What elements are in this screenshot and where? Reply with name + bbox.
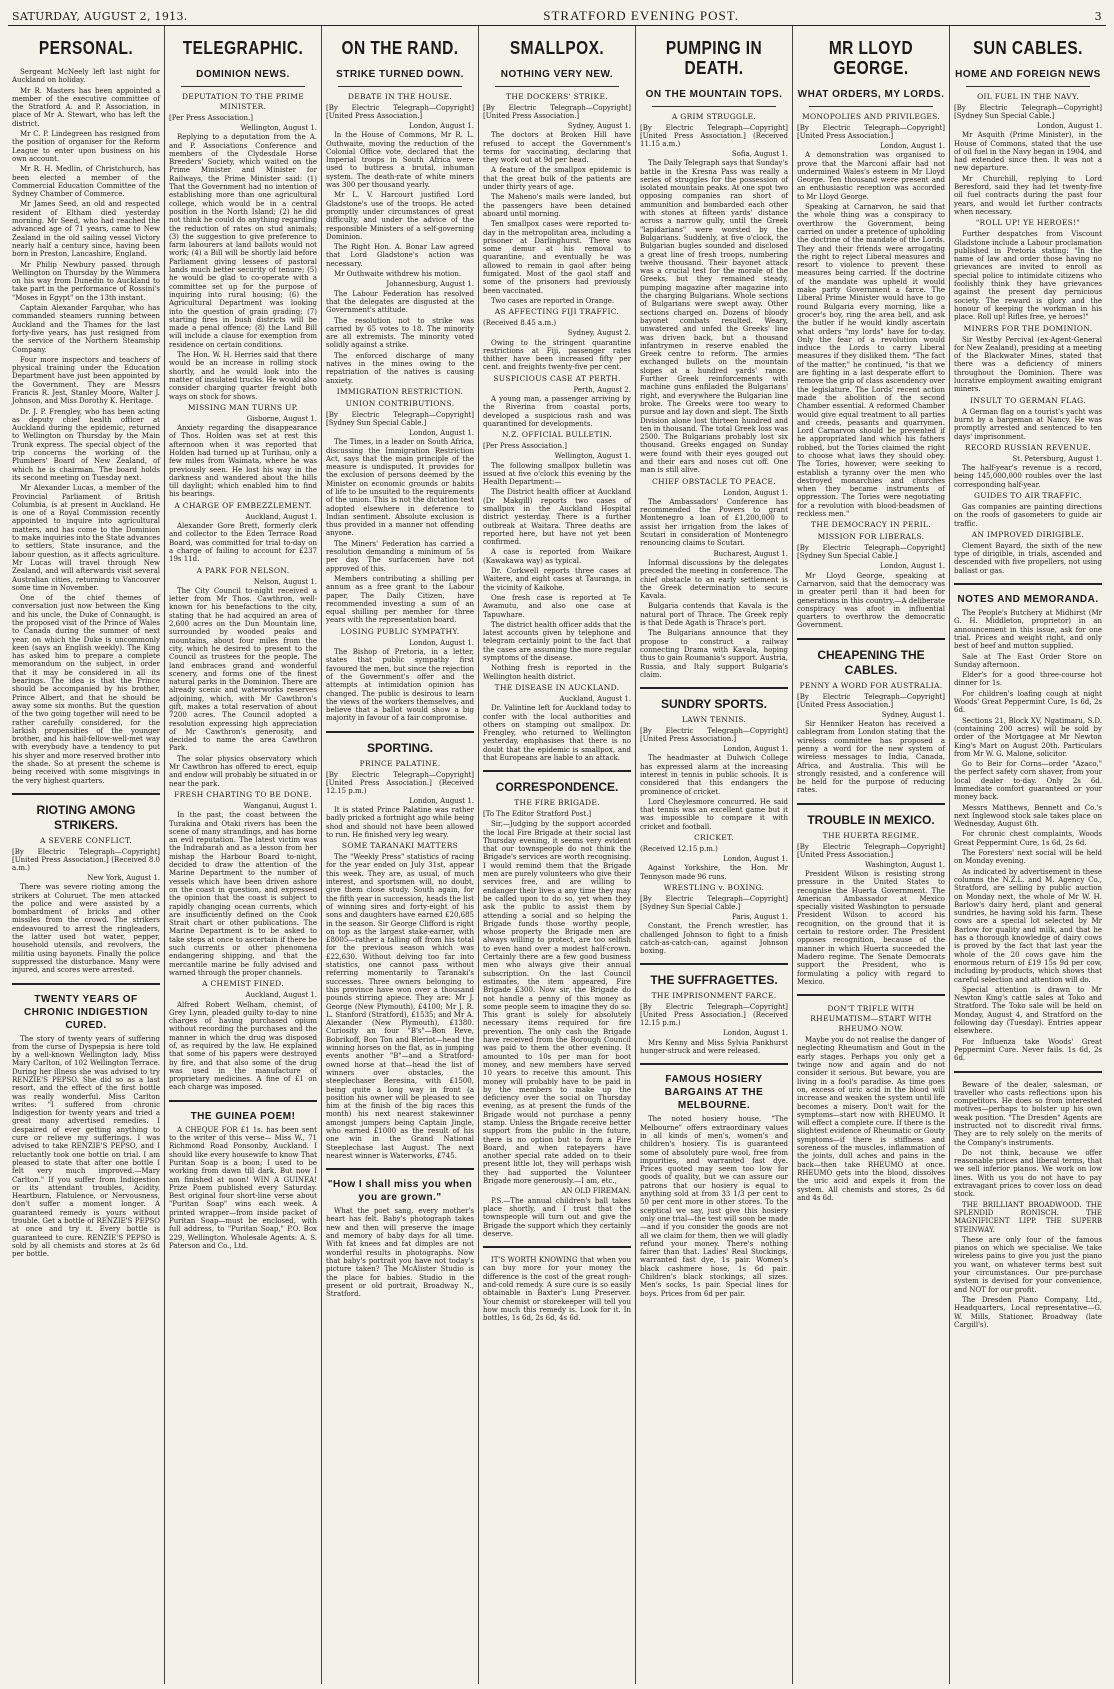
paragraph: The Miners' Federation has carried a resolution demanding a minimum of 5s per day. The surfacemen have not approved of this. (326, 539, 474, 573)
dateline: Wellington, August 1. (554, 452, 631, 461)
advert-headline: THE GUINEA POEM! (190, 1110, 296, 1122)
paragraph: The district health officer adds that the latest accounts given by telephone and telegram certainly point to the fact that the cases are assuming the more regular symptoms of the disease. (483, 620, 631, 663)
article-subheadline: A CHARGE OF EMBEZZLEMENT. (174, 500, 312, 510)
paragraph: Sir,—Judging by the support accorded the local Fire Brigade at their social last Thursday evening, it seems very evident that our townspeople do not think the Brigade's services are worth recognising. I would remind them that the Brigade men are purely volunteers who give their services free, and are willing to endanger their lives a any time they may be called upon to do so, yet when they ask the public to assist them by attending a social and so helping the Brigade funds those worthy people, whose property the Brigade men are always willing to protect, are too selfish to even hand over a modest half-crown. Certainly there are a few good business men who always give their annual subscription. On the last Council estimates, the item appeared, Fire Brigade £300. Now sir, the Brigade do not handle a penny of this money as some people seem to imagine they do so. This grant is solely for absolutely necessary items required for fire prevention. The only cash the Brigade have received from the Borough Council was paid to them the other evening. It amounted to 10s per man for boot money, and new members have served 10 years to receive this amount. This money will probably have to be paid in by the members to make up the deficiency over the social on Thursday evening, as at present the funds of the Brigade would not purchase a penny stamp. Unless the Brigade receive better support from the public in the future, there is no option but to form a Fire Board, and when ratepayers have another special rate added on to their present little lot, they will perhaps wish they had supported the Volunteer Brigade more generously.—I am, etc., (483, 820, 631, 1186)
paragraph: P.S.—The annual children's ball takes place shortly, and I trust that the townspeople will turn out and give the Brigade the support which they certainly deserve. (483, 1196, 631, 1238)
divider (326, 731, 474, 733)
divider (169, 1100, 317, 1102)
column-personal (8, 26, 164, 1684)
advert-text: Maybe you do not realise the danger of neglecting Rheumatism and Gout in the early stages. Perhaps you only get a twinge now and again and do not consider it serious. But beware, you are living in a fool's paradise. As time goes on, excess of uric acid in the blood will increase and weaken the system until life becomes a misery. Don't wait for the symptoms—start now with RHEUMO. It will effect a complete cure. If there is the slightest evidence of Rheumatic or Gouty symptoms—if there is stiffness and soreness of the muscles, inflammation of the joints, dull aches and pains in the back—then take RHEUMO at once. RHEUMO gets into the blood, dissolves the uric acid and expels it from the system. All chemists and stores, 2s 6d and 4s 6d. (797, 1036, 945, 1202)
column-pumping-in-death (635, 26, 792, 1684)
letter-signature: AN OLD FIREMAN. (561, 1187, 631, 1196)
paragraph: It is stated Prince Palatine was rather badly pricked a fortnight ago while being shod and should not have been allowed to run. He finished very leg weary. (326, 806, 474, 839)
paragraph: Ten smallpox cases were reported to-day in the metropolitan area, including a prisoner at Darlinghurst. There was some demur at his removal to quarantine, and eventually he was allowed to remain in gaol after being fumigated. Most of the gaol staff and some of the prisoners had previously been vaccinated. (483, 220, 631, 295)
article-subheadline: LAWN TENNIS. (681, 715, 747, 725)
dateline: Paris, August 1. (731, 912, 788, 921)
advert-text: Do not think, because we offer reasonable prices and liberal terms, that we sell inferior pianos. We work on low lines. With us you do not have to pay extravagant prices to cover loss on dead stock. (954, 1148, 1102, 1199)
credit-line: [By Electric Telegraph—Copyright] [Sydney Sun Special Cable.] (326, 410, 474, 427)
dateline: London, August 1. (723, 855, 788, 864)
paragraph: Special attention is drawn to Mr Newton King's cattle sales at Toko and Stratford. The Toko sale will be held on Monday, August 4, and Stratford on the following day (Tuesday). Entries appear elsewhere. (954, 985, 1102, 1036)
article-subheadline: CRICKET. (694, 833, 734, 843)
credit-line: [By Electric Telegraph—Copyright] [United Press Association.] (797, 842, 945, 859)
paragraph: The half-year's revenue is a record, being 145,000,000 roubles over the last corresponding half-year. (954, 464, 1102, 489)
paragraph: Sir Henniker Heaton has received a cablegram from London stating that the wireless committee has proposed a penny a word for the new system of wireless messages to India, Canada, Africa, and Australia. This will be strongly resisted, and a conference will be held for the purpose of reducing rates. (797, 720, 945, 795)
dateline: Wanganui, August 1. (243, 801, 317, 810)
article-subheadline: AN IMPROVED DIRIGIBLE. (971, 529, 1085, 539)
dateline: London, August 1. (723, 1029, 788, 1038)
paragraph: Dr. J. P. Frengley, who has been acting as deputy chief health officer at Auckland during the epidemic, returned to Wellington on Thursday by the Main Trunk express. The special object of the trip concerns the working of the Plumbers' Board of New Zealand, of which he is chairman. The board holds its second meeting on Tuesday next. (12, 407, 160, 482)
article-subheadline: MISSING MAN TURNS UP. (187, 402, 299, 412)
column-sun-cables (949, 26, 1106, 1684)
page-number: 3 (1094, 10, 1102, 23)
column-telegraphic (164, 26, 321, 1684)
article-subheadline: DEPUTATION TO THE PRIME MINISTER. (181, 92, 305, 111)
credit-line: [By Electric Telegraph—Copyright] [United Press Association.] (640, 727, 788, 744)
credit-line: [By Electric Telegraph—Copyright] [United Press Association.] (797, 124, 945, 140)
article-headline: THE SUFFRAGETTES. (650, 973, 778, 988)
paragraph: Dr. Valintine left for Auckland today to confer with the local authorities and others on stamping out smallpox. Dr. Frengley, who returned to Wellington yesterday, emphasises that there is no doubt that the epidemic is smallpox, and that Europeans are liable to an attack. (483, 704, 631, 762)
paragraph: The Right Hon. A. Bonar Law agreed that Lord Gladstone's action was necessary. (326, 243, 474, 268)
article-subheadline: PENNY A WORD FOR AUSTRALIA. (799, 680, 943, 690)
dateline: Perth, August 2. (573, 385, 631, 394)
article-subheadline: "ROLL UP! YE HEROES!" (975, 218, 1081, 228)
divider (483, 1246, 631, 1248)
paper-title: STRATFORD EVENING POST. (543, 8, 739, 23)
article-subheadline: IMMIGRATION RESTRICTION. (336, 386, 464, 396)
article-subheadline: SOME TARANAKI MATTERS (341, 841, 459, 851)
paragraph: Messrs Matthews, Bennett and Co.'s next Inglewood stock sale takes place on Wednesday, August 6th. (954, 803, 1102, 829)
divider (326, 1168, 474, 1170)
paragraph: Four more inspectors and teachers of physical training under the Education Department have just been appointed by the Government. They are Messrs Francis R. Jest, Stanley Moore, Walter J. Johnson, and Miss Dorothy K. Heritage. (12, 355, 160, 406)
article-subheadline: THE HUERTA REGIME. (822, 830, 920, 840)
article-subheadline: THE IMPRISONMENT FARCE. (651, 991, 777, 1001)
dateline: Bucharest, August 1. (713, 549, 788, 558)
article-subheadline: THE FIRE BRIGADE. (514, 798, 600, 808)
paragraph: Speaking at Carnarvon, he said that the whole thing was a conspiracy to overthrow the Government, being carried on under a pretence of upholding the doctrine of the mandate of the Lords. They and their friends were arrogating the right to reject Liberal measures and resort to violence to prevent these measures being carried. If the doctrine of the mandate was upheld it would make party Government a farce. The Liberal Prime Minister would have to go round Bulgaria every morning, like a grocer's boy, ring the area bell, and ask the butler if he would kindly ascertain what orders "my lords" have for to-day. Only the fear of a revolution would induce the Lords to carry Liberal measures if they disliked them. "The fact of the matter," he continued, "is that we are fighting in a last desperate effort to remove the grip of class ascendency over the legislature. The Lords' recent action made the abolition of the second Chamber essential. A reformed Chamber would give equal treatment to all parties and creeds, peasants and quarrymen. Lord Carnarvon should be prevented if he appropriated land which his fathers robbed, but the Tories claimed the right to choose what laws they should obey. The Tories, however, were seeking to establish a tyranny over the men who destroyed monarchies and churches when they became instruments of oppression. The Tories were negotiating for a revolution with blood-beadsmen of reckless men." (797, 203, 945, 519)
paragraph: The doctors at Broken Hill have refused to accept the Government's terms for vaccinating, declaring that they work out at 9d per head. (483, 131, 631, 165)
advert-text: The story of twenty years of suffering from the curse of Dyspepsia is here told by a well-known Wellington lady, Miss Mary Carlton, of 102 Wellington Terrace. During her illness she was advised to try RENZIE'S PEPSO. She did so as a last resort, and the effect of the first bottle was really wonderful. Miss Carlton writes: "I suffered from chronic Indigestion for twenty years and tried a great many advertised remedies. I despaired of ever getting anything to cure or relieve my sufferings. I was advised to take RENZIE'S PEPSO, and I reluctantly took one bottle on trial. I am pleased to state that after one bottle I felt very much improved.—Mary Carlton." If you suffer from Indigestion or its attendant troubles, Acidity, Heartburn, Flatulence, or Nervousness, don't suffer a moment longer. A guaranteed remedy is yours without trouble. Get a bottle of RENZIE'S PEPSO at once and try it. Every bottle is guaranteed to cure. RENZIE'S PEPSO is sold by all chemists and stores at 2s 6d per bottle. (12, 1034, 160, 1259)
paragraph: Mr Alexander Lucas, a member of the Provincial Parliament of British Columbia, is at present in Auckland. He is one of a Royal Commission recently appointed to inquire into agricultural matters, and has come to the Dominion to make inquiries into the State advances to settlers, State insurance, and the labour question, as it affects agriculture. Mr Lucas will travel through New Zealand, and will afterwards visit several Australian cities, returning to Vancouver some time in November. (12, 484, 160, 592)
paragraph: Constant, the French wrestler, has challenged Johnson to fight to a finish catch-as-catch-can, against Johnson boxing. (640, 922, 788, 956)
paragraph: In the past, the coast between the Turakina and Otaki rivers has been the scene of many strandings, and has borne an evil reputation. The latest victim was the Indrabarah and as a lesson from her mishap the Harbour Board to-night, decided to draw the attention of the Marine Department to the number of vessels which have been driven ashore on the coast in question, and expressed the opinion that the coast is subject to rapidly changing ocean currents, which are insufficiently defined on the Cook Strait chart or other publications. The Marine Department is to be asked to take steps at once to ascertain if there be such currents or other phenomena endangering shipping, and that the mercantile marine be fully advised and warned through the proper channels. (169, 811, 317, 977)
paragraph: Sir Westby Percival (ex-Agent-General for New Zealand), presiding at a meeting of the Blackwater Mines, stated that there was a deficiency of miners throughout the Dominion. There was lucrative employment awaiting emigrant miners. (954, 335, 1102, 394)
credit-line: (Received 8.45 a.m.) (483, 319, 557, 328)
article-subheadline: A GRIM STRUGGLE. (671, 112, 757, 121)
article-subheadline: DEBATE IN THE HOUSE. (347, 92, 453, 101)
paragraph: Nothing fresh is reported in the Wellington health district. (483, 664, 631, 681)
article-subheadline: CHIEF OBSTACLE TO PEACE. (652, 476, 776, 486)
paragraph: Sergeant McNeely left last night for Auckland on holiday. (12, 68, 160, 85)
paragraph: Mr R. H. Medlin, of Christchurch, has been elected a member of the Commercial Education Committee of the Sydney Chamber of Commerce. (12, 165, 160, 199)
divider (966, 86, 1090, 87)
dateline: Sydney, August 2. (567, 329, 631, 338)
dateline: London, August 1. (880, 142, 945, 150)
dateline: London, August 1. (409, 796, 474, 805)
article-subheadline: SUSPICIOUS CASE AT PERTH. (493, 373, 621, 383)
divider (954, 1071, 1102, 1073)
advert-headline: DON'T TRIFLE WITH RHEUMATISM—START WITH RHEUMO NOW. (810, 1004, 932, 1034)
article-subheadline: A SEVERE CONFLICT. (40, 835, 132, 845)
dateline: Washington, August 1. (865, 860, 945, 869)
advert-text: THE BRILLIANT BROADWOOD. THE SPLENDID RONISCH. THE MAGNIFICENT LIPP. THE SUPERB STEINWAY. (954, 1200, 1102, 1234)
article-subheadline: A CHEMIST FINED. (202, 979, 284, 989)
column-heading: PERSONAL. (38, 38, 134, 58)
article-headline: TROUBLE IN MEXICO. (807, 812, 935, 827)
article-subheadline: OIL FUEL IN THE NAVY. (977, 92, 1079, 101)
paragraph: In the House of Commons, Mr R. L. Outhwaite, moving the reduction of the Colonial Office vote, declared that the Imperial troops in South Africa were used to buttress a brutal, inhuman system. The death-rate of white miners was 300 per thousand yearly. (326, 131, 474, 190)
credit-line: [Per Press Association.] (169, 114, 253, 122)
paragraph: Replying to a deputation from the A. and P. Associations Conference and members of the Clydesdale Horse Breeders' Society, which waited on the Prime Minister and Minister for Railways, the Prime Minister said: (1) That the Government had no intention of establishing more than one agricultural college, which would be in a central position in the North Island; (2) he did not think he could do anything regarding the reduction of rates on stud animals; (3) the suggestion to give preference to farm labourers at land ballots would not work; (4) a Bill will be shortly laid before Parliament giving lessees of pastoral lands much better security of tenure; (5) he would be glad to co-operate with a committee set up for the purpose of inquiring into rural housing; (6) the Agricultural Department was looking into the question of grain grading; (7) starting fires in bush districts will be made a penal offence; (8) the Land Bill will include a clause for exemption from residence on certain conditions. (169, 133, 317, 349)
dateline: London, August 1. (409, 428, 474, 437)
column-smallpox (478, 26, 635, 1684)
article-subheadline: MINERS FOR THE DOMINION. (963, 323, 1093, 333)
column-heading: SUN CABLES. (973, 38, 1083, 58)
dateline: St. Petersburg, August 1. (1012, 454, 1102, 463)
paragraph: Mr L. V. Harcourt justified Lord Gladstone's use of the troops. He acted promptly under circumstances of great difficulty, and under the advice of the responsible Ministers of a self-governing Dominion. (326, 191, 474, 241)
paragraph: Members contributing a shilling per annum as a free grant to the Labour paper, The Daily Citizen, have recommended investing a sum of an equal shilling per member for three years with the representation board. (326, 574, 474, 625)
dateline: Auckland, August 1. (245, 512, 317, 521)
paragraph: Bulgaria contends that Kavala is the natural port of Thrace. The Greek reply is that Dede Agath is Thrace's port. (640, 602, 788, 628)
credit-line: [By Electric Telegraph—Copyright] [Sydney Sun Special Cable.] (954, 104, 1102, 120)
paragraph: There was severe rioting among the strikers at Coluruet. The men attacked the police and were assisted by a bombardment of bricks and other missiles from the crowd. The strikers endeavoured to arrest the ringleaders, the latter used hot water, pepper, household utensils, and revolvers, the militia using bayonets. Finally the police suppressed the disturbance. Many were injured, and scores were arrested. (12, 883, 160, 975)
column-lloyd-george (792, 26, 949, 1684)
article-subheadline: UNION CONTRIBUTIONS. (345, 398, 455, 408)
masthead (8, 6, 1106, 26)
paragraph: Mr James Seed, an old and respected resident of Eltham died yesterday morning. Mr Seed, who had reached the advanced age of 71 years, came to New Zealand in the old sailing vessel Victory nearly half a century since, having been born in Preston, Lancashire, England. (12, 200, 160, 259)
credit-line: [Per Press Association.] (483, 442, 567, 451)
paragraph: Further despatches from Viscount Gladstone include a Labour proclamation published in Pretoria stating: "In the name of law and order those having no grievances are invited to enroll as special police to intimidate citizens who foolishly think they have grievances against the present day pernicious society. The reward is glory and the honour of keeping the workman in his place. Roll up! Rifles free, ye heroes!" (954, 230, 1102, 322)
paragraph: The resolution not to strike was carried by 65 votes to 18. The minority are all extremists. The minority voted solidly against a strike. (326, 316, 474, 350)
paragraph: Owing to the stringent quarantine restrictions at Fiji, passenger rates thither have been increased fifty per cent. and freights twenty-five per cent. (483, 338, 631, 372)
paragraph: Mr Churchill, replying to Lord Beresford, said they had let twenty-five oil fuel contracts during the past four years, and would let further contracts when necessary. (954, 174, 1102, 216)
article-subheadline: RECORD RUSSIAN REVENUE. (964, 442, 1092, 452)
paragraph: President Wilson is resisting strong pressure in the United States to recognise the Huerta Government. The American Ambassador at Mexico specially visited Washington to persuade President Wilson to accord his recognition, on the ground that it is certain to restore order. The President opposes recognition, because of the manner in which Huerta succeeded the Madero regime. The Senate Democrats support the President, who is formulating a policy with regard to Mexico. (797, 870, 945, 986)
article-headline: SUNDRY SPORTS. (660, 697, 768, 712)
divider (12, 983, 160, 985)
article-subheadline: PRINCE PALATINE. (359, 758, 441, 768)
paragraph: For chronic chest complaints, Woods Great Peppermint Cure, 1s 6d, 2s 6d. (954, 830, 1102, 847)
paragraph: Alexander Gore Brett, formerly clerk and collector to the Eden Terrace Road Board, was committed for trial to-day on a charge of failing to account for £237 19s 11d. (169, 522, 317, 564)
article-subheadline: INSULT TO GERMAN FLAG. (970, 395, 1086, 405)
paragraph: The Hon. W. H. Herries said that there would be an increase in rolling stock shortly, and he would look into the matter of insulated trucks. He would also consider charging quarter freight both ways on stock for shows. (169, 351, 317, 401)
article-headline: HOME AND FOREIGN NEWS (955, 69, 1101, 80)
article-subheadline: THE DEMOCRACY IN PERIL. (811, 520, 931, 530)
article-headline: STRIKE TURNED DOWN. (336, 69, 464, 80)
paragraph: The Labour Federation has resolved that the delegates are disgusted at the Government's attitude. (326, 289, 474, 315)
dateline: Wellington, August 1. (240, 124, 317, 132)
article-subheadline: FRESH CHARTING TO BE DONE. (174, 789, 312, 799)
paragraph: The District health officer at Auckland (Dr Makgill) reports two cases of smallpox in the Auckland Hospital district yesterday. There is a further outbreak at Waitara. Three deaths are reported here, but have not yet been confirmed. (483, 488, 631, 547)
column-on-the-rand (321, 26, 478, 1684)
paragraph: For Influenza take Woods' Great Peppermint Cure. Never fails. 1s 6d, 2s 6d. (954, 1037, 1102, 1063)
paragraph: Alfred Robert Welham, chemist, of Grey Lynn, pleaded guilty to-day to nine charges of having purchased opium without recording the purchases and the manner in which the drug was disposed of, as required by the law. He explained that some of his papers were destroyed by fire, and that also some of the drug was used in the manufacture of proprietary medicines. A fine of £1 on each charge was imposed. (169, 1000, 317, 1092)
paragraph: The headmaster at Dulwich College has expressed alarm at the increasing interest in tennis in public schools. It is considered that this endangers the prominence of cricket. (640, 754, 788, 796)
article-subheadline: LOSING PUBLIC SYMPATHY. (340, 626, 460, 636)
divider (640, 687, 788, 689)
paragraph: A demonstration was organised to prove that the Marconi affair had not undermined Wales's esteem in Mr Lloyd George. Ten thousand were present and an enthusiastic reception was accorded to Mr Lloyd George. (797, 151, 945, 201)
credit-line: [By Electric Telegraph—Copyright] [United Press Association.] (326, 104, 474, 120)
paragraph: The Daily Telegraph says that Sunday's battle in the Kresna Pass was really a series of struggles for the possession of isolated mountain peaks. At one spot two opposing companies ran short of ammunition and bombarded each other with stones at fifteen yards' distance across a narrow gully, until the Greek "lapidarians" were worsted by the Bulgarians. Suddenly, at five o'clock, the Bulgarian bugles sounded and disclosed a great line of fresh troops, numbering twelve thousand. Their bayonet attack was a crucial test for the morale of the Greeks, but they remained steady, pumping magazine after magazine into the charging Bulgarians. Whole sections of Bulgarians were swept away. Other sections charged on. Dozens of bloody bayonet combats resulted. Weary, unwatered and unfed the Greeks' line was driven back, but a thousand infantrymen in reserve enabled the Greek centre to reform. The armies exchanged bullets on the mountain slopes at a hundred yards' range. Further Greek reinforcements with machine guns enfiladed the Bulgarians' right, and everywhere the Bulgarian line broke. The Greeks were too weary to pursue and lay down and slept. The Sixth Division alone lost thirteen hundred and ten in thousand. The total Greek loss was 2500. The Bulgarians probably lost six thousand. Greeks engaged on Sunday were found with their eyes gouged out and their ears and noses cut off. One man is still alive. (640, 159, 788, 475)
article-subheadline: MISSION FOR LIBERALS. (817, 532, 925, 542)
paragraph: The Bishop of Pretoria, in a letter, states that public sympathy first favoured the men, but since the rejection of the Government's offer and the attempts at intimidation opinion has changed. The public is desirous to learn the views of the workers themselves, and believe that a ballot would show a big majority in favour of a fair compromise. (326, 648, 474, 723)
divider (652, 106, 776, 107)
article-subheadline: N.Z. OFFICIAL BULLETIN. (502, 430, 612, 440)
paragraph: Captain Alexander Farquhar, who has commanded steamers running between Auckland and the Thames for the last forty-five years, has just resigned from the service of the Northern Steamship Company. (12, 304, 160, 354)
divider (809, 106, 933, 107)
paragraph: Anxiety regarding the disappearance of Thos. Holden was set at rest this afternoon when it was reported that Holden had turned up at Turihau, only a few miles from Waimata, where he was previously seen. He lost his way in the darkness and wandered about the hills till daylight; which enabled him to find his bearings. (169, 424, 317, 499)
divider (181, 86, 305, 87)
dateline: Johannesburg, August 1. (386, 280, 474, 289)
credit-line: [To The Editor Stratford Post.] (483, 810, 592, 819)
advert-headline: TWENTY YEARS OF CHRONIC INDIGESTION CURED. (24, 993, 148, 1031)
paragraph: Mr Asquith (Prime Minister), in the House of Commons, stated that the use of oil fuel in the Navy began in 1904, and had extended since then. It was not a new departure. (954, 131, 1102, 173)
column-heading: MR LLOYD GEORGE. (828, 38, 914, 78)
article-subheadline: WRESTLING v. BOXING. (663, 882, 765, 892)
credit-line: [By Electric Telegraph—Copyright] [United Press Association.] (Received 12.15 p.m.) (326, 770, 474, 795)
divider (483, 770, 631, 772)
paragraph: The enforced discharge of many natives in the mines owing to the repatriation of the natives is causing anxiety. (326, 351, 474, 385)
paragraph: A feature of the smallpox epidemic is that the great bulk of the patients are under thirty years of age. (483, 166, 631, 192)
dateline: London, August 1. (880, 562, 945, 571)
divider (640, 1063, 788, 1065)
divider (797, 803, 945, 805)
column-heading: PUMPING IN DEATH. (665, 38, 763, 78)
paragraph: Sale at The East Order Store on Sunday afternoon. (954, 652, 1102, 669)
paragraph: The Times, in a leader on South Africa, discussing the Immigration Restriction Act, says that the main principle of the measure is undisputed. It provides for the exclusion of persons deemed by the Minister on economic grounds or habits of life to be unsuited to the requirements of the union. This is not the dictation test adopted elsewhere in deference to Indian sentiment. Absolute exclusion is thus provided in a manner not offending anyone. (326, 438, 474, 538)
paragraph: Go to Beir for Corns—order "Azaco," the perfect safety corn shaver, from your local dealer to-day. Only 2s 6d. Immediate comfort guaranteed or your money back. (954, 760, 1102, 802)
advert-text: A CHEQUE FOR £1 1s. has been sent to the writer of this verse— Miss W., 71 Richmond Road Ponsonby, Auckland. I should like every housewife to know That Puritan Soap is a boon; I used to be working from dawn till dark, But now I am finished at noon! WIN A GUINEA! Prize Poem published every Saturday. Best original four short-line verse about "Puritan Soap" wins each week. A printed wrapper—from inside packet of Puritan Soap—must be enclosed, with full address, to "Puritan Soap," P.O. Box 229, Wellington. Wholesale Agents: A. S. Paterson and Co., Ltd. (169, 1125, 317, 1250)
divider (640, 963, 788, 965)
paragraph: Gas companies are painting directions on the roofs of gasometers to guide air traffic. (954, 502, 1102, 528)
paragraph: Mr Outhwaite withdrew his motion. (334, 270, 462, 279)
dateline: Auckland, August 1. (559, 694, 631, 703)
paragraph: The Foresters' next social will be held on Monday evening. (954, 849, 1102, 866)
paragraph: A young man, a passenger arriving by the Riverina from coastal ports, developed a suspicious rash and was quarantined for developments. (483, 395, 631, 428)
divider (495, 86, 619, 87)
dateline: London, August 1. (409, 122, 474, 130)
paragraph: The solar physics observatory which Mr Cawthron has offered to erect, equip and endow will probably be situated in or near the park. (169, 754, 317, 788)
advert-text: The noted hosiery house, "The Melbourne" offers extraordinary values in all kinds of men's, women's and children's hosiery. Tis is guaranteed some of absolutely pure wool, free from impurities, and warranted fast dye. Prices quoted may seem too low for goods of quality, but we can assure our patrons that our hosiery is equal to anything sold at from 33 1/3 per cent to 50 per cent more in other stores. To the sceptical we say, just give this hosiery only one trial—the test will soon be made—and if you consider the goods are not all we claim for them, then we will gladly refund your money. There's nothing fairer than that. Ladies' Real Stockings, warranted fast dye, 1s pair. Women's black cashmere hose, 1s 6d pair. Children's black stockings, all sizes. Men's socks, 1s pair. Special lines for boys. Prices from 6d per pair. (640, 1115, 788, 1298)
article-subheadline: GUIDES TO AIR TRAFFIC. (973, 490, 1083, 500)
article-headline: NOTHING VERY NEW. (500, 69, 614, 80)
article-headline: SPORTING. (366, 740, 433, 755)
credit-line: [By Electric Telegraph—Copyright] [United Press Association.] (Received 8.0 a.m.) (12, 847, 160, 872)
paragraph: The People's Butchery at Midhirst (Mr G. H. Middleton, proprietor) in an announcement in this issue, ask for one trial. Prices and weight right, and only best of beef and mutton supplied. (954, 609, 1102, 651)
paragraph: As indicated by advertisement in these columns the N.Z.L. and M. Agency Co., Stratford, are selling by public auction on Monday next, the whole of Mr W. H. Barlow's dairy herd, plant and general sundries, he having sold his farm. These cows are a special lot selected by Mr Barlow for quality and milk, and that he has a thorough knowledge of dairy cows is proved by the fact that last year the whole of the 20 cows gave him the enormous return of £19 15s 9d per cow, including by-products, which shows that careful selection and attention will do. (954, 867, 1102, 984)
paragraph: Clement Bayard, the sixth of the new type of dirigible, in trials, ascended and descended with five propellers, not using ballast or gas. (954, 541, 1102, 575)
dateline: London, August 1. (1037, 122, 1102, 130)
divider (338, 86, 462, 87)
dateline: London, August 1. (409, 638, 474, 647)
article-headline: WHAT ORDERS, MY LORDS. (797, 89, 945, 100)
divider (954, 583, 1102, 585)
advert-text: These are only four of the famous pianos on which we specialise. We take wireless pains to give you just the piano you want, on whatever terms best suit your circumstances. Our pre-purchase system is devised for your convenience, and NOT for our profit. (954, 1235, 1102, 1294)
dateline: Auckland, August 1. (245, 991, 317, 1000)
paragraph: One of the chief themes of conversation just now between the King and his uncle, the Duke of Connaught, is the proposed visit of the Prince of Wales to Canada during the summer of next year, on which the Duke is uncommonly keen (says an English weekly). The King has asked him to prepare a complete memorandum on the subject, in order that it may be considered in all its bearings. The idea is that the Prince should be accompanied by his brother, Prince Albert, and that he should be away some six months. But the question of the two going together will need to be rather carefully considered, for the larkish propensities of the younger brother, and his hail-fellow-well-met way with everybody have a tendency to put his shyer and more reserved brother into the shade. So at present the scheme is being received with some misgivings in the very highest quarters. (12, 594, 160, 785)
credit-line: [By Electric Telegraph—Copyright] [United Press Association.] (797, 692, 945, 709)
article-headline: NOTES AND MEMORANDA. (957, 594, 1099, 606)
dateline: New York, August 1. (87, 873, 160, 882)
paragraph: Mr Philip Newbury passed through Wellington on Thursday by the Wimmera on his way from Dunedin to Auckland to take part in the performance of Rossini's "Moses in Egypt" on the 13th instant. (12, 260, 160, 302)
dateline: London, August 1. (723, 488, 788, 497)
dateline: Sofia, August 1. (731, 150, 788, 158)
divider (797, 994, 945, 996)
article-subheadline: A PARK FOR NELSON. (196, 565, 290, 575)
article-headline: RIOTING AMONG STRIKERS. (36, 802, 136, 832)
advert-text: IT'S WORTH KNOWING that when you can buy more for your money the difference is the cost of the great rough-and-cold remedy. A sure cure is so easily obtainable in Baxter's Lung Preserver. Your chemist or storekeeper will tell you how much this remedy is. Look for it. In bottles, 1s 6d, 2s 6d, 4s 6d. (483, 1256, 631, 1323)
credit-line: [By Electric Telegraph—Copyright] [United Press Association.] (Received 12.15 p.m.) (640, 1003, 788, 1028)
dateline: Sydney, August 1. (567, 122, 631, 130)
article-headline: ON THE MOUNTAIN TOPS. (645, 89, 783, 100)
article-subheadline: THE DOCKERS' STRIKE. (506, 92, 608, 101)
paragraph: Two cases are reported in Orange. (491, 296, 615, 305)
credit-line: [By Electric Telegraph—Copyright] [Sydney Sun Special Cable.] (640, 894, 788, 911)
paragraph: A German flag on a tourist's yacht was burnt by a bargeman at Nancy. He was promptly arrested and sentenced to ten days' imprisonment. (954, 407, 1102, 441)
divider (797, 638, 945, 640)
paragraph: Informal discussions by the delegates preceded the meeting in conference. The chief obstacle to an early settlement is the Greek determination to secure Kavala. (640, 558, 788, 601)
credit-line: [By Electric Telegraph—Copyright] [United Press Association.] (483, 104, 631, 120)
article-headline: CHEAPENING THE CABLES. (817, 647, 925, 677)
dateline: Sydney, August 1. (881, 710, 945, 719)
advert-text: The Dresden Piano Company, Ltd., Headquarters, Local representative—G. W. Mills, Stationer, Broadway (late Cargill's). (954, 1295, 1102, 1329)
credit-line: (Received 12.15 p.m.) (640, 845, 718, 854)
paragraph: Against Yorkshire, the Hon. Mr Tennyson made 96 runs. (640, 864, 788, 881)
column-heading: TELEGRAPHIC. (182, 38, 304, 58)
advert-text: What the poet sang, every mother's heart has felt. Baby's photograph takes new and then will preserve the image and memory of baby days for all time. With fat knees and fat dimples are not wonderful results in photographs. Now that baby's portrait you have not today's picture taken? The McAlister Studio is the place for babies. Studio in the present or old portrait, Broadway N., Stratford. (326, 1207, 474, 1299)
article-headline: CORRESPONDENCE. (495, 780, 619, 795)
dateline: Gisborne, August 1. (246, 414, 317, 423)
paragraph: A case is reported from Waikare (Kawakawa way) as typical. (483, 548, 631, 565)
paragraph: One fresh case is reported at Te Awamutu, and also one case at Tapuwhare. (483, 593, 631, 619)
paragraph: The following smallpox bulletin was issued at five o'clock this evening by the Health Department:— (483, 461, 631, 487)
paragraph: Mr Lloyd George, speaking at Carnarvon, said that the democracy was in greater peril than it had been for generations in this country.—A deliberate conspiracy was afoot in influential quarters to overthrow the democratic Government. (797, 571, 945, 630)
article-subheadline: THE DISEASE IN AUCKLAND. (494, 682, 620, 692)
article-subheadline: AS AFFECTING FIJI TRAFFIC. (494, 307, 620, 317)
paragraph: For children's loafing cough at night Woods' Great Peppermint Cure, 1s 6d, 2s 6d. (954, 689, 1102, 715)
paragraph: Mrs Kenny and Miss Sylvia Pankhurst hunger-struck and were released. (640, 1038, 788, 1056)
advert-headline: FAMOUS HOSIERY BARGAINS AT THE MELBOURNE. (664, 1074, 764, 1112)
paragraph: Dr. Corkwell reports three cases at Waitere, and eight cases at Tauranga, in the vicinity of Kaikohe. (483, 567, 631, 592)
columns (8, 26, 1106, 1684)
column-heading: ON THE RAND. (341, 38, 459, 58)
advert-headline: "How I shall miss you when you are grown." (327, 1179, 473, 1204)
column-heading: SMALLPOX. (509, 38, 605, 58)
dateline: London, August 1. (723, 745, 788, 754)
paragraph: The "Weekly Press" statistics of racing for the year ended on July 31st, appear this week. They are, as usual, of much interest, and sportsmen will, no doubt, give them close study. South again, for the fifth year in succession, heads the list of winning sires and forty-eight of his sons and daughters have earned £20,685 in the season. Sir George Clifford is right on top as the largest stake-earner, with £8005—rather a falling off from his total for the previous season which was £22,630. Without delving too far into statistics, one cannot pass without referring momentarily to Taranaki's successes. Three owners belonging to this province have won over a thousand pounds stirring apiece. They are: Mr J. George (New Plymouth), £4100; Mr J. R. L. Stanford (Stratford), £1535; and Mr A. Alexander (New Plymouth), £1380. Curiosity an four "B's"—Bon Reve, Bobrikoff, Bon Ton and Bleriot—head the winning horses on the flat, as in jumping events another "B"—and a Stratford-owned horse at that—head the list of winners over obstacles, the steeplechaser Beresina, with £1500, being quite a long way in front (a position his owner will be pleased to see him at the finish of the big races this month) his next nearest stakewinner amongst jumpers being Captain Jingle, who earned £1000 as the result of his one win in the Grand National Steeplechase last August. The next nearest winner is Waterworks, £745. (326, 853, 474, 1160)
paragraph: Mr R. Masters has been appointed a member of the executive committee of the Stratford A. and P. Association, in place of Mr A. Stewart, who has left the district. (12, 86, 160, 128)
article-subheadline: MONOPOLIES AND PRIVILEGES. (801, 112, 941, 121)
divider (12, 793, 160, 795)
paragraph: The City Council to-night received a letter from Mr Thos. Cawthron, well-known for his benefactions to the city, stating that he had acquired an area of 2,600 acres on the Dun Mountain line, surrounded by wooded peaks and mountains, about four miles from the city, which he desired to present to the Council as trustees for the people. The land embraces grand and wonderful scenery, and forms one of the finest natural parks in the Dominion. There are already scenic and waterworks reserves adjoining, which, with Mr Cawthron's gift, makes a total reservation of about 7200 acres. The Council adopted a resolution expressing high appreciation of Mr Cawthron's generosity, and decided to name the area Cawthron Park. (169, 586, 317, 753)
article-headline: DOMINION NEWS. (196, 69, 290, 80)
paragraph: The Ambassadors' Conference has recommended the Powers to grant Montenegro a loan of £1,200,000 to assist her irrigation from the lakes of Scutari in consideration of Montenegro renouncing claims to Scutari. (640, 497, 788, 548)
issue-date: SATURDAY, AUGUST 2, 1913. (12, 10, 188, 23)
dateline: Nelson, August 1. (253, 577, 317, 586)
paragraph: Mr C. P. Lindegreen has resigned from the position of organiser for the Reform League to enter upon business on his own account. (12, 130, 160, 163)
paragraph: The Bulgarians announce that they propose to construct a railway connecting Drama with Kavala, hoping thus to gain Roumania's support. Austria, Russia, and Italy support Bulgaria's claim. (640, 629, 788, 679)
credit-line: [By Electric Telegraph—Copyright] [United Press Association.] (Received 11.15 a.m.) (640, 124, 788, 148)
credit-line: [By Electric Telegraph—Copyright] [Sydney Sun Special Cable.] (797, 544, 945, 561)
paragraph: Elder's for a good three-course hot dinner for 1s. (954, 671, 1102, 688)
paragraph: Sections 21, Block XV, Ngatimaru, S.D. (containing 200 acres) will be sold by order of the Mortgagee at Mr Newton King's Mart on August 20th. Particulars from Mr W. G. Malone, solicitor. (954, 716, 1102, 758)
advert-text: Beware of the dealer, salesman, or traveller who casts reflections upon his competitors. He does so from interested motives—perhaps to bolster up his own weak position. "The Dresden" Agents are instructed not to discredit rival firms. They are to rely solely on the merits of the Company's instruments. (954, 1080, 1102, 1147)
paragraph: The Maheno's mails were landed, but the passengers have been detained aboard until morning. (483, 193, 631, 218)
paragraph: Lord Cheylesmore concurred. He said that tennis was an excellent game but it was impossible to compare it with cricket and football. (640, 797, 788, 831)
